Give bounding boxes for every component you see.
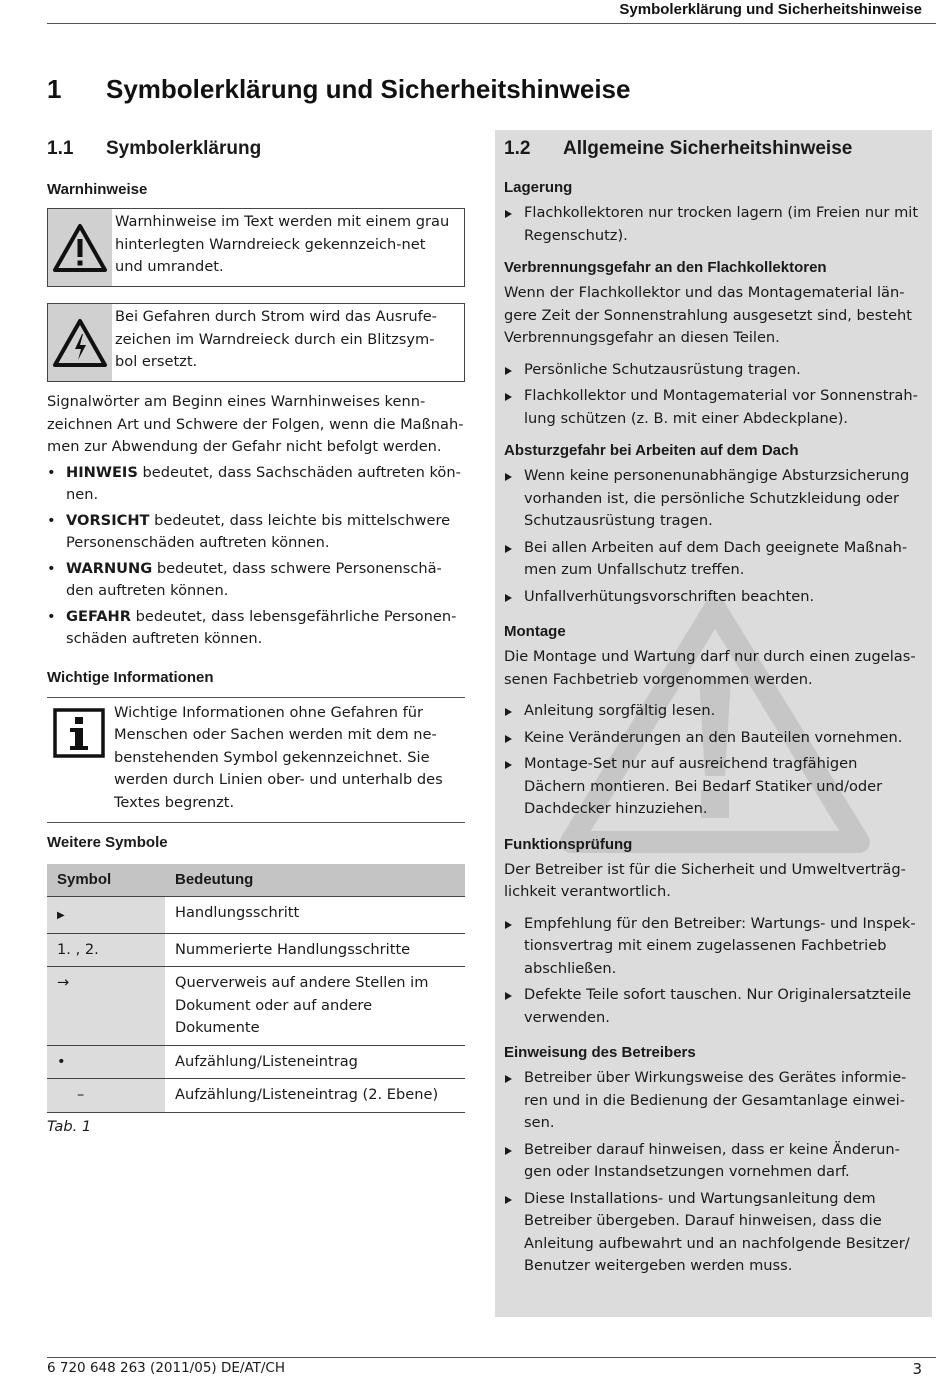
list-item: • HINWEIS bedeutet, dass Sachschäden auftreten kön-nen. <box>47 463 461 503</box>
symbol-cell: • <box>47 1045 165 1079</box>
action-steps <box>504 202 922 247</box>
action-step: Persönliche Schutzausrüstung tragen. <box>504 359 922 382</box>
running-header: Symbolerklärung und Sicherheitshinweise <box>619 1 922 18</box>
step-marker-icon <box>505 735 512 743</box>
symbol-cell: 1. , 2. <box>47 933 165 967</box>
meaning-cell: Nummerierte Handlungsschritte <box>165 933 465 967</box>
section-1-1-title <box>47 136 465 162</box>
column-header-symbol: Symbol <box>47 864 165 897</box>
warn-heading: Warnhinweise <box>47 181 148 198</box>
meaning-cell: Querverweis auf andere Stellen im Dokument oder auf andere Dokumente <box>165 967 465 1046</box>
info-box <box>47 697 465 824</box>
action-step: Anleitung sorgfältig lesen. <box>504 700 922 723</box>
table-row <box>47 1045 465 1079</box>
action-steps <box>504 465 922 608</box>
left-column <box>47 136 465 1138</box>
document-id: 6 720 648 263 (2011/05) DE/AT/CH <box>47 1360 285 1376</box>
chapter-number: 1 <box>47 74 62 104</box>
chapter-title <box>47 74 630 105</box>
step-marker-icon <box>505 992 512 1000</box>
step-marker-icon <box>505 210 512 218</box>
symbols-table <box>47 864 465 1113</box>
action-step: Keine Veränderungen an den Bauteilen vornehmen. <box>504 727 922 750</box>
other-symbols-heading: Weitere Symbole <box>47 834 168 851</box>
list-item: • WARNUNG bedeutet, dass schwere Personenschä-den auftreten können. <box>47 559 442 599</box>
step-marker-icon <box>505 1147 512 1155</box>
action-step: Defekte Teile sofort tauschen. Nur Originalersatzteile verwenden. <box>504 984 922 1029</box>
action-steps <box>504 913 922 1030</box>
step-marker-icon <box>505 545 512 553</box>
step-marker-icon <box>505 921 512 929</box>
step-marker-icon <box>505 1196 512 1204</box>
meaning-cell: Aufzählung/Listeneintrag (2. Ebene) <box>165 1079 465 1113</box>
action-step: Empfehlung für den Betreiber: Wartungs- und Inspek-tionsvertrag mit einem zugelassenen Fachbetrieb abschließen. <box>504 913 922 981</box>
meaning-cell: Handlungsschritt <box>165 897 465 934</box>
table-header-row <box>47 864 465 897</box>
table-row <box>47 1079 465 1113</box>
column-header-meaning: Bedeutung <box>165 864 465 897</box>
step-marker-icon <box>505 473 512 481</box>
block-heading: Verbrennungsgefahr an den Flachkollektoren <box>504 259 827 276</box>
step-marker-icon <box>505 761 512 769</box>
meaning-cell: Aufzählung/Listeneintrag <box>165 1045 465 1079</box>
block-text: Die Montage und Wartung darf nur durch einen zugelas-senen Fachbetrieb vorgenommen werden. <box>504 648 916 688</box>
list-item: • GEFAHR bedeutet, dass lebensgefährliche Personen-schäden auftreten können. <box>47 607 457 647</box>
block-text: Wenn der Flachkollektor und das Montagematerial län-gere Zeit der Sonnenstrahlung ausgesetzt sind, besteht Verbrennungsgefahr an diesen Teilen. <box>504 284 913 346</box>
signal-words-list <box>47 462 465 651</box>
action-steps <box>504 700 922 821</box>
step-marker-icon <box>505 367 512 375</box>
step-marker-icon <box>505 708 512 716</box>
table-row <box>47 897 465 934</box>
section-number: 1.1 <box>47 138 74 159</box>
signal-words-intro: Signalwörter am Beginn eines Warnhinweises kenn-zeichnen Art und Schwere der Folgen, wenn die Maßnah-men zur Abwendung der Gefahr nicht befolgt werden. <box>47 393 464 455</box>
action-step: Betreiber darauf hinweisen, dass er keine Änderun-gen oder Instandsetzungen vornehmen darf. <box>504 1139 922 1184</box>
table-caption: Tab. 1 <box>47 1117 92 1135</box>
warning-box-electric <box>47 303 465 382</box>
action-step: Diese Installations- und Wartungsanleitung dem Betreiber übergeben. Darauf hinweisen, dass die Anleitung aufbewahrt und an nachfolgende Besitzer/ Benutzer weitergeben werden muss. <box>504 1188 922 1278</box>
section-1-2-title <box>504 136 922 162</box>
action-step: Unfallverhütungsvorschriften beachten. <box>504 586 922 609</box>
block-heading: Montage <box>504 623 566 640</box>
section-number: 1.2 <box>504 138 531 159</box>
block-heading: Funktionsprüfung <box>504 835 633 853</box>
step-marker-icon <box>505 1075 512 1083</box>
symbol-cell: → <box>47 967 165 1046</box>
electric-warning-icon <box>48 304 112 381</box>
action-steps <box>504 359 922 431</box>
action-step: Bei allen Arbeiten auf dem Dach geeignete Maßnah-men zum Unfallschutz treffen. <box>504 537 922 582</box>
header-rule <box>47 23 936 24</box>
table-row <box>47 933 465 967</box>
symbol-cell: ▶ <box>47 897 165 934</box>
block-heading: Einweisung des Betreibers <box>504 1044 696 1061</box>
action-step: Flachkollektor und Montagematerial vor Sonnenstrah-lung schützen (z. B. mit einer Abdeckplane). <box>504 385 922 430</box>
table-row <box>47 967 465 1046</box>
warning-box-text: Warnhinweise im Text werden mit einem grau hinterlegten Warndreieck gekennzeich-net und umrandet. <box>115 213 450 275</box>
action-step: Wenn keine personenunabhängige Absturzsicherung vorhanden ist, die persönliche Schutzkleidung oder Schutzausrüstung tragen. <box>504 465 922 533</box>
warning-triangle-icon <box>48 209 112 286</box>
action-step: Betreiber über Wirkungsweise des Gerätes informie-ren und in die Bedienung der Gesamtanlage einwei-sen. <box>504 1067 922 1135</box>
symbol-cell: – <box>47 1079 165 1113</box>
step-marker-icon <box>505 594 512 602</box>
info-box-text: Wichtige Informationen ohne Gefahren für Menschen oder Sachen werden mit dem ne-benstehenden Symbol gekennzeichnet. Sie werden durch Linien ober- und unterhalb des Textes begrenzt. <box>114 703 443 811</box>
block-text: Der Betreiber ist für die Sicherheit und Umweltverträg-lichkeit verantwortlich. <box>504 860 906 900</box>
section-title-text: Symbolerklärung <box>106 138 262 159</box>
list-item: • VORSICHT bedeutet, dass leichte bis mittelschwere Personenschäden auftreten können. <box>47 511 451 551</box>
warning-box-general <box>47 208 465 287</box>
section-title-text: Allgemeine Sicherheitshinweise <box>563 138 853 159</box>
step-marker-icon <box>505 393 512 401</box>
action-step: Montage-Set nur auf ausreichend tragfähigen Dächern montieren. Bei Bedarf Statiker und/oder Dachdecker hinzuziehen. <box>504 753 922 821</box>
chapter-title-text: Symbolerklärung und Sicherheitshinweise <box>106 74 631 104</box>
info-icon <box>47 698 111 823</box>
action-steps <box>504 1067 922 1278</box>
block-heading: Lagerung <box>504 179 573 196</box>
warning-box-text: Bei Gefahren durch Strom wird das Ausrufe-zeichen im Warndreieck durch ein Blitzsym-bol ersetzt. <box>115 308 437 370</box>
info-heading: Wichtige Informationen <box>47 668 214 686</box>
block-heading: Absturzgefahr bei Arbeiten auf dem Dach <box>504 442 799 459</box>
action-step: Flachkollektoren nur trocken lagern (im Freien nur mit Regenschutz). <box>504 202 922 247</box>
footer-rule <box>47 1357 936 1358</box>
right-column <box>495 130 932 1317</box>
page-number: 3 <box>912 1360 922 1378</box>
